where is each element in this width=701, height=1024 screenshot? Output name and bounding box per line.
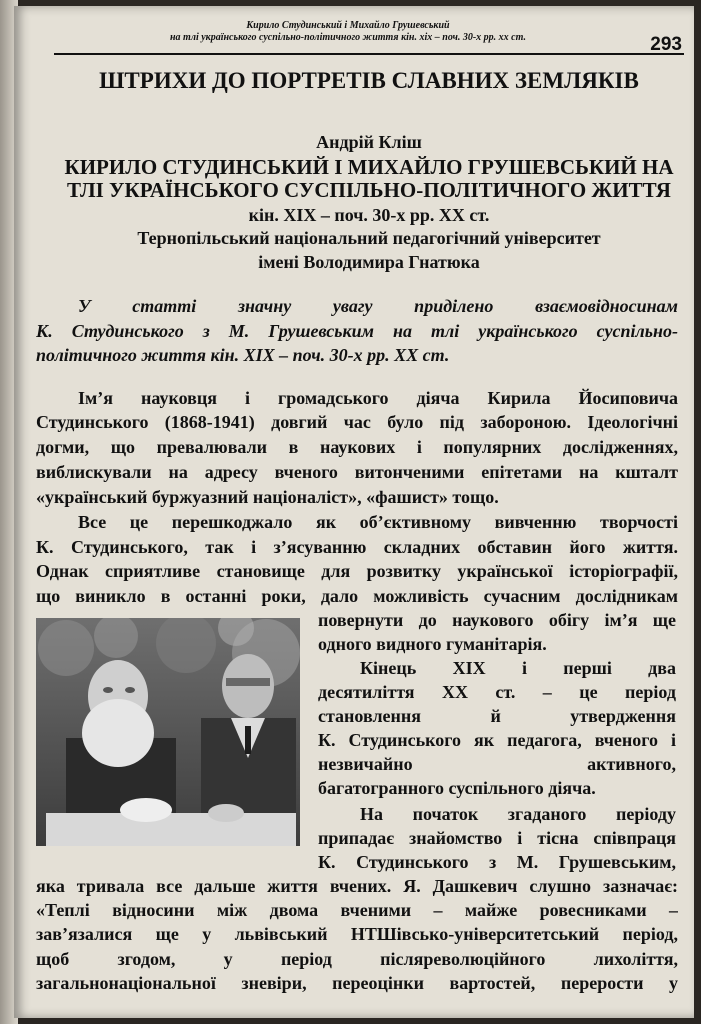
abstract-line: К. Студинського з М. Грушевським на тлі українського суспільно- (36, 321, 678, 341)
body-line: одного видного гуманітарія. (318, 634, 547, 654)
body-line: загальнонаціональної зневіри, переоцінки вартостей, перерости у (36, 973, 678, 993)
body-line: незвичайно активного, (318, 754, 676, 774)
article-title-line-1: КИРИЛО СТУДИНСЬКИЙ І МИХАЙЛО ГРУШЕВСЬКИЙ НА (64, 155, 674, 179)
author-name: Андрій Кліш (316, 132, 422, 152)
affiliation-line-2: імені Володимира Гнатюка (258, 252, 480, 272)
body-line: десятиліття XX ст. – це період (318, 682, 676, 702)
photo-studynskyi-hrushevskyi (36, 618, 300, 846)
body-line: яка тривала все дальше життя вчених. Я. Дашкевич слушно зазначає: (36, 876, 678, 896)
body-line: К. Студинського, так і з’ясуванню складних обставин його життя. (36, 537, 678, 557)
body-line: Студинського (1868-1941) довгий час було під забороною. Ідеологічні (36, 412, 678, 432)
body-line: виблискували на адресу вченого витонченими епітетами на кшталт (36, 462, 678, 482)
body-line: «український буржуазний націоналіст», «фашист» тощо. (36, 487, 499, 507)
section-heading: ШТРИХИ ДО ПОРТРЕТІВ СЛАВНИХ ЗЕМЛЯКІВ (99, 68, 639, 93)
running-head (54, 20, 642, 44)
body-line: «Теплі відносини між двома вченими – майже ровесниками – (36, 900, 678, 920)
body-line: повернути до наукового обігу ім’я ще (318, 610, 676, 630)
header-rule (54, 53, 684, 55)
article-title-line-2: ТЛІ УКРАЇНСЬКОГО СУСПІЛЬНО-ПОЛІТИЧНОГО ЖИТТЯ (67, 178, 671, 202)
abstract-line: У статті значну увагу приділено взаємовідносинам (78, 296, 678, 316)
body-line: щоб згодом, у період післяреволюційного лихоліття, (36, 949, 678, 969)
body-line: що виникло в останні роки, дало можливість сучасним дослідникам (36, 586, 678, 606)
body-line: К. Студинського як педагога, вченого і (318, 730, 676, 750)
body-line: припадає знайомство і тісна співпраця (318, 828, 676, 848)
article-title-line-3: кін. XIX – поч. 30-х рр. XX ст. (248, 205, 490, 225)
running-head-line-2: на тлі українського суспільно-політичного життя кін. хіх – поч. 30-х рр. хх ст. (169, 32, 526, 43)
body-line: Все це перешкоджало як об’єктивному вивченню творчості (78, 512, 678, 532)
affiliation-line-1: Тернопільський національний педагогічний університет (137, 228, 601, 248)
body-line: становлення й утвердження (318, 706, 676, 726)
body-line: Кінець XIX і перші два (360, 658, 676, 678)
body-line: догми, що превалювали в наукових і популярних дослідженнях, (36, 437, 678, 457)
abstract-line: політичного життя кін. XIX – поч. 30-х рр. XX ст. (36, 345, 450, 365)
body-line: багатогранного суспільного діяча. (318, 778, 596, 798)
body-line: Однак сприятливе становище для розвитку української історіографії, (36, 561, 678, 581)
book-page (14, 6, 694, 1018)
running-head-line-1: Кирило Студинський і Михайло Грушевський (246, 20, 450, 31)
body-line: зав’язалися ще у львівський НТШівсько-університетський період, (36, 924, 678, 944)
body-line: К. Студинського з М. Грушевським, (318, 852, 676, 872)
body-line: Ім’я науковця і громадського діяча Кирила Йосиповича (78, 388, 678, 408)
body-line: На початок згаданого періоду (360, 804, 676, 824)
page-number: 293 (650, 34, 682, 55)
